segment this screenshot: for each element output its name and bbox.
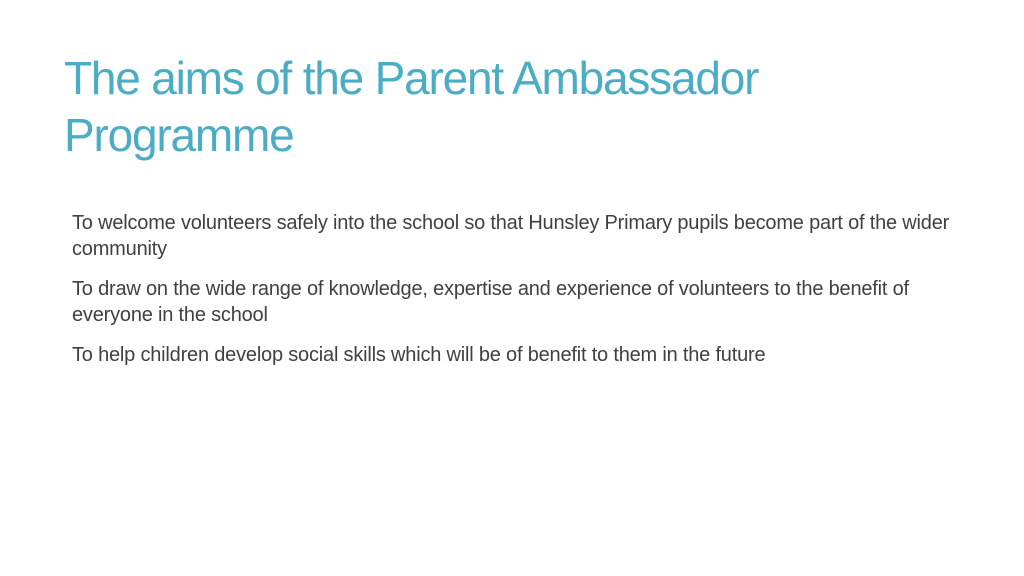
aims-list (72, 210, 952, 382)
aim-item-3: To help children develop social skills which will be of benefit to them in the future (72, 344, 766, 366)
slide-title: The aims of the Parent Ambassador Programme (64, 52, 759, 161)
aim-item-1: To welcome volunteers safely into the school so that Hunsley Primary pupils become part of the wider community (72, 212, 950, 260)
aim-item-2: To draw on the wide range of knowledge, expertise and experience of volunteers to the benefit of everyone in the school (72, 278, 909, 326)
